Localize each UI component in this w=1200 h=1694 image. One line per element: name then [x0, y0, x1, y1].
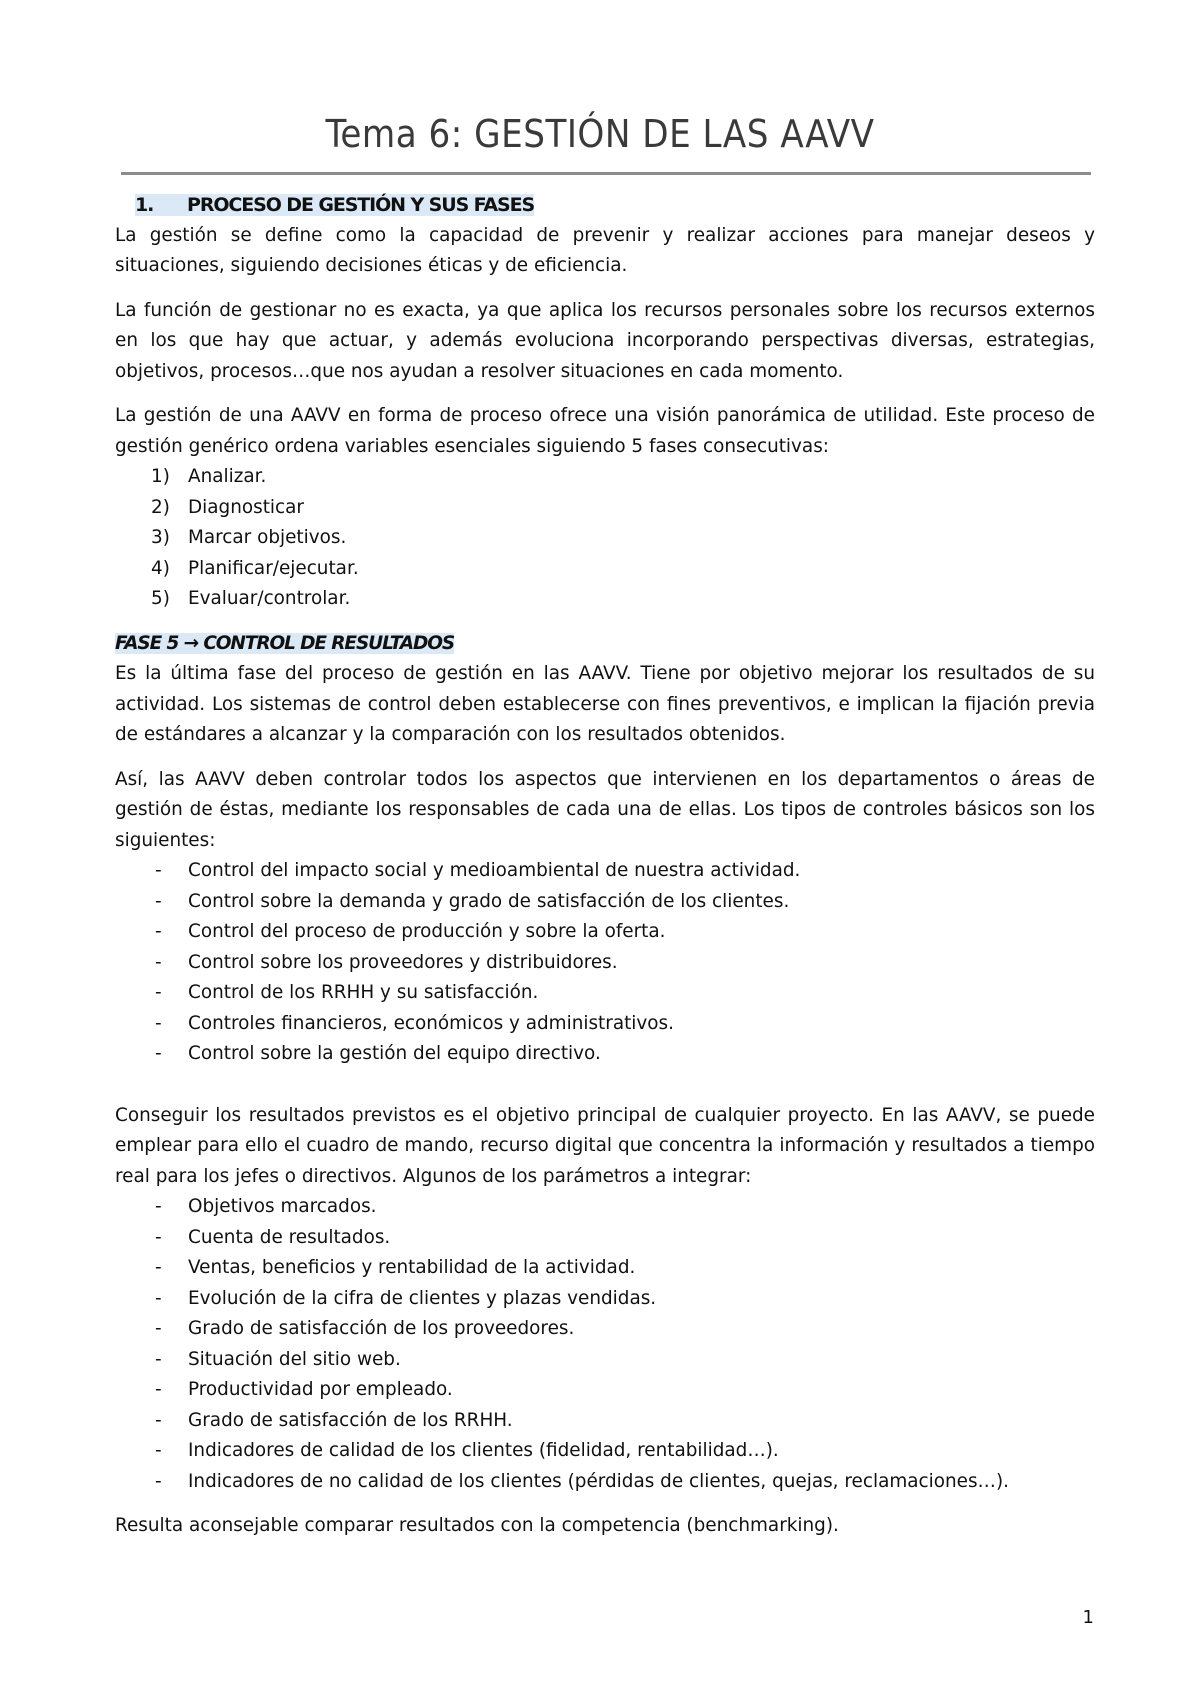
list-item-text: Indicadores de no calidad de los clientes (pérdidas de clientes, quejas, reclamaciones…). — [188, 1470, 1009, 1492]
list-item — [115, 523, 1095, 554]
list-item — [115, 1406, 1095, 1437]
controls-list — [115, 856, 1095, 1070]
subsection-title: FASE 5 → CONTROL DE RESULTADOS — [115, 632, 455, 654]
list-item — [115, 1284, 1095, 1315]
list-marker: 2) — [151, 496, 170, 518]
list-item — [115, 1009, 1095, 1040]
section-heading — [135, 190, 1095, 221]
list-marker: 1) — [151, 466, 170, 487]
list-item — [115, 493, 1095, 524]
list-item — [115, 1467, 1095, 1498]
list-item-text: Grado de satisfacción de los RRHH. — [188, 1409, 513, 1431]
list-item-text: Control sobre la demanda y grado de satisfacción de los clientes. — [188, 890, 790, 912]
list-dash: - — [155, 1043, 162, 1064]
list-item — [115, 1314, 1095, 1345]
list-dash: - — [155, 1318, 162, 1339]
list-dash: - — [155, 1379, 162, 1400]
list-item-text: Cuenta de resultados. — [188, 1226, 391, 1248]
list-dash: - — [155, 1257, 162, 1278]
list-dash: - — [155, 890, 162, 912]
list-item-text: Analizar. — [188, 466, 267, 487]
list-item-text: Objetivos marcados. — [188, 1196, 377, 1217]
list-item — [115, 1253, 1095, 1284]
list-dash: - — [155, 1287, 162, 1309]
list-item-text: Evaluar/controlar. — [188, 588, 351, 609]
list-dash: - — [155, 1226, 162, 1248]
list-item-text: Control sobre los proveedores y distribuidores. — [188, 951, 618, 973]
list-item — [115, 856, 1095, 887]
paragraph-function: La función de gestionar no es exacta, ya que aplica los recursos personales sobre los recursos externos en los que hay que actuar, y además evoluciona incorporando perspectivas diversas, estrategias, objetivos, procesos…que nos ayudan a resolver situaciones en cada momento. — [115, 299, 1095, 382]
list-item-text: Ventas, beneficios y rentabilidad de la actividad. — [188, 1257, 636, 1278]
page-number: 1 — [1082, 1607, 1094, 1628]
list-item-text: Evolución de la cifra de clientes y plazas vendidas. — [188, 1287, 657, 1309]
document-body — [115, 190, 1095, 1542]
list-dash: - — [155, 921, 162, 942]
paragraph-definition: La gestión se define como la capacidad de prevenir y realizar acciones para manejar deseos y situaciones, siguiendo decisiones éticas y de eficiencia. — [115, 224, 1095, 276]
paragraph-dashboard: Conseguir los resultados previstos es el objetivo principal de cualquier proyecto. En las AAVV, se puede emplear para ello el cuadro de mando, recurso digital que concentra la información y resultados a tiempo real para los jefes o directivos. Algunos de los parámetros a integrar: — [115, 1104, 1095, 1187]
list-item — [115, 584, 1095, 615]
list-item-text: Indicadores de calidad de los clientes (fidelidad, rentabilidad…). — [188, 1440, 779, 1461]
list-dash: - — [155, 1012, 162, 1034]
list-item-text: Control del impacto social y medioambiental de nuestra actividad. — [188, 860, 801, 881]
list-item — [115, 1436, 1095, 1467]
list-item — [115, 1223, 1095, 1254]
list-item-text: Situación del sitio web. — [188, 1348, 401, 1370]
list-dash: - — [155, 982, 162, 1003]
list-dash: - — [155, 860, 162, 881]
title-underline — [121, 172, 1091, 175]
list-dash: - — [155, 1348, 162, 1370]
list-item — [115, 554, 1095, 585]
paragraph-process: La gestión de una AAVV en forma de proceso ofrece una visión panorámica de utilidad. Este proceso de gestión genérico ordena variables esenciales siguiendo 5 fases consecutivas: — [115, 405, 1095, 457]
section-number: 1. — [135, 194, 154, 216]
list-item — [115, 978, 1095, 1009]
list-dash: - — [155, 1196, 162, 1217]
list-item — [115, 917, 1095, 948]
list-item — [115, 1375, 1095, 1406]
list-item — [115, 1192, 1095, 1223]
list-dash: - — [155, 951, 162, 973]
list-item-text: Diagnosticar — [188, 496, 304, 518]
list-dash: - — [155, 1409, 162, 1431]
list-item — [115, 1345, 1095, 1376]
list-item-text: Planificar/ejecutar. — [188, 557, 359, 579]
list-item-text: Control sobre la gestión del equipo directivo. — [188, 1043, 601, 1064]
list-item — [115, 948, 1095, 979]
list-item-text: Grado de satisfacción de los proveedores. — [188, 1318, 575, 1339]
document-title: Tema 6: GESTIÓN DE LAS AAVV — [325, 112, 875, 156]
subsection-heading — [115, 629, 1095, 660]
list-dash: - — [155, 1440, 162, 1461]
heading-highlight — [135, 194, 534, 216]
list-item-text: Controles financieros, económicos y administrativos. — [188, 1012, 674, 1034]
list-marker: 4) — [151, 557, 170, 579]
list-item-text: Control del proceso de producción y sobre la oferta. — [188, 921, 666, 942]
list-dash: - — [155, 1470, 162, 1492]
list-marker: 5) — [151, 588, 170, 609]
list-item-text: Productividad por empleado. — [188, 1379, 453, 1400]
phases-list — [115, 462, 1095, 615]
list-item-text: Marcar objetivos. — [188, 527, 347, 548]
paragraph-last-phase: Es la última fase del proceso de gestión en las AAVV. Tiene por objetivo mejorar los resultados de su actividad. Los sistemas de control deben establecerse con fines preventivos, e implican la fijación previa de estándares a alcanzar y la comparación con los resultados obtenidos. — [115, 663, 1095, 745]
list-marker: 3) — [151, 527, 170, 548]
list-item-text: Control de los RRHH y su satisfacción. — [188, 982, 539, 1003]
section-title: PROCESO DE GESTIÓN Y SUS FASES — [187, 194, 535, 216]
paragraph-controls-intro: Así, las AAVV deben controlar todos los aspectos que intervienen en los departamentos o áreas de gestión de éstas, mediante los responsables de cada una de ellas. Los tipos de controles básicos son los siguientes: — [115, 768, 1095, 851]
paragraph-benchmarking: Resulta aconsejable comparar resultados con la competencia (benchmarking). — [115, 1515, 839, 1536]
list-item — [115, 462, 1095, 493]
list-item — [115, 1039, 1095, 1070]
parameters-list — [115, 1192, 1095, 1497]
list-item — [115, 887, 1095, 918]
